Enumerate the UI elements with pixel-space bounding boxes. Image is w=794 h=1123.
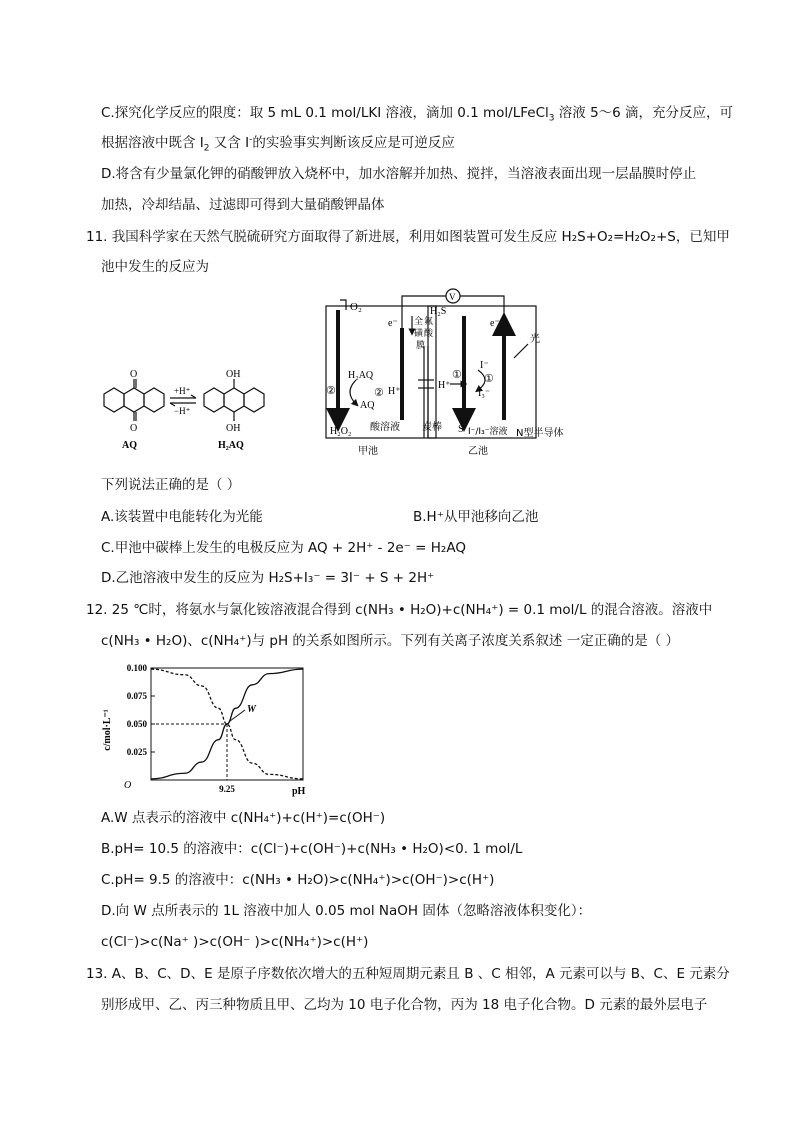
q12-option-d-line2: c(Cl⁻)>c(Na⁺ )>c(OH⁻ )>c(NH₄⁺)>c(H⁺) (101, 934, 369, 950)
acid-solution-label: 酸溶液 (370, 422, 400, 433)
o2-label: O₂ (350, 301, 362, 313)
carbon-rod-label: 炭棒 (422, 422, 442, 433)
aq-cell: AQ (360, 400, 375, 411)
circle2-a: ② (326, 385, 336, 397)
membrane-char-5: 膜 (416, 341, 426, 351)
n-semiconductor-label: N型半导体 (516, 428, 564, 439)
h2aq-oh-bottom: OH (226, 423, 241, 434)
h-plus-left: H⁺ (388, 386, 401, 397)
q13-stem-line1: 13. A、B、C、D、E 是原子序数依次增大的五种短周期元素且 B 、C 相邻，A 元素可以与 B、C、E 元素分 (86, 966, 730, 982)
aq-label: AQ (122, 440, 137, 451)
chart-x-tick-label: 9.25 (219, 784, 235, 794)
chart-y-tick-label: 0.075 (126, 691, 147, 701)
q10-option-c-line2 (101, 133, 455, 153)
jia-chi-label: 甲池 (358, 446, 378, 457)
q11-cell-diagram (318, 288, 608, 458)
h2aq-cell: H₂AQ (348, 370, 374, 381)
q10-c2a: 根据溶液中既含 I (101, 135, 204, 151)
chart-y-tick-label: 0.050 (126, 719, 147, 729)
q10-c-text: C.探究化学反应的限度：取 5 mL 0.1 mol/LKI 溶液，滴加 0.1 mol/LFeCl (101, 105, 549, 121)
q11-stem-line1: 11. 我国科学家在天然气脱硫研究方面取得了新进展，利用如图装置可发生反应 H₂S+O₂=H₂O₂+S，已知甲 (86, 229, 730, 245)
chart-y-tick-label: 0.100 (126, 663, 147, 673)
chart-y-axis-label: c/mol·L⁻¹ (102, 709, 113, 751)
membrane-char-1: 全 (414, 317, 424, 327)
i-solution-label: I⁻/I₃⁻溶液 (468, 427, 508, 437)
h2s-label: H₂S (430, 306, 447, 317)
chart-w-point-label: W (247, 704, 256, 715)
q12-option-c: C.pH= 9.5 的溶液中：c(NH₃ • H₂O)>c(NH₄⁺)>c(OH⁻)>c(H⁺) (101, 872, 495, 888)
q11-option-d: D.乙池溶液中发生的反应为 H₂S+I₃⁻ = 3I⁻ + S + 2H⁺ (101, 570, 435, 586)
chart-origin-label: O (124, 780, 132, 791)
i3-minus: I₃⁻ (478, 388, 491, 399)
q11-prompt: 下列说法正确的是（ ） (101, 477, 241, 493)
membrane-char-4: 酸 (424, 329, 434, 339)
circle1-b: ① (484, 373, 494, 385)
q10-c2b: 又含 I (209, 135, 250, 151)
h-plus-right: H⁺ (438, 380, 451, 391)
chart-x-axis-label: pH (292, 786, 306, 797)
membrane-char-3: 磺 (414, 329, 424, 339)
q10-option-c-line1 (101, 103, 733, 123)
i-minus: I⁻ (480, 360, 489, 371)
e-minus-right: e⁻ (490, 318, 500, 329)
q10-c2-sub: 2 (203, 143, 210, 154)
circle2-b: ② (374, 387, 384, 399)
q12-stem-line1: 12. 25 ℃时，将氨水与氯化铵溶液混合得到 c(NH₃ • H₂O)+c(NH₄⁺) = 0.1 mol/L 的混合溶液。溶液中 (86, 602, 713, 618)
circle1-a: ① (452, 369, 462, 381)
h2o2-label: H₂O₂ (330, 426, 352, 437)
aq-o-top: O (130, 369, 138, 380)
s-label: S (458, 424, 464, 435)
plus-h-label: +H⁺ (174, 386, 191, 396)
q10-c-sub: 3 (548, 113, 555, 124)
q11-stem-line2: 池中发生的反应为 (101, 259, 209, 275)
q10-c2c: 的实验事实判断该反应是可逆反应 (252, 135, 455, 151)
guang-label: 光 (530, 334, 540, 345)
q12-option-b: B.pH= 10.5 的溶液中：c(Cl⁻)+c(OH⁻)+c(NH₃ • H₂O)<0. 1 mol/L (101, 841, 523, 857)
chart-y-tick-label: 0.025 (126, 747, 147, 757)
q11-option-c: C.甲池中碳棒上发生的电极反应为 AQ + 2H⁺ - 2e⁻ = H₂AQ (101, 540, 466, 556)
q10-option-d-line2: 加热，冷却结晶、过滤即可得到大量硝酸钾晶体 (101, 197, 385, 213)
q10-c-end: 溶液 5～6 滴，充分反应，可 (554, 105, 734, 121)
q12-concentration-chart (96, 660, 316, 800)
q13-stem-line2: 别形成甲、乙、丙三种物质且甲、乙均为 10 电子化合物，丙为 18 电子化合物。D 元素的最外层电子 (101, 997, 708, 1013)
minus-h-label: −H⁺ (174, 406, 191, 416)
h2aq-oh-top: OH (226, 369, 241, 380)
q11-molecule-figure (92, 366, 282, 462)
aq-o-bottom: O (130, 423, 138, 434)
h2aq-label: H₂AQ (218, 440, 244, 451)
q12-option-a: A.W 点表示的溶液中 c(NH₄⁺)+c(H⁺)=c(OH⁻) (101, 810, 386, 826)
q11-option-b: B.H⁺从甲池移向乙池 (413, 509, 539, 525)
voltmeter-label: V (449, 292, 456, 302)
e-minus-left: e⁻ (388, 318, 398, 329)
q11-option-a: A.该装置中电能转化为光能 (101, 509, 263, 525)
membrane-char-2: 氟 (424, 317, 434, 327)
yi-chi-label: 乙池 (468, 446, 488, 457)
q10-c2-sup: - (249, 134, 253, 145)
q12-stem-line2: c(NH₃ • H₂O)、c(NH₄⁺)与 pH 的关系如图所示。下列有关离子浓度关系叙述 一定正确的是（ ） (101, 633, 679, 649)
q10-option-d-line1: D.将含有少量氯化钾的硝酸钾放入烧杯中，加水溶解并加热、搅拌，当溶液表面出现一层晶膜时停止 (101, 166, 697, 182)
q12-option-d-line1: D.向 W 点所表示的 1L 溶液中加人 0.05 mol NaOH 固体（忽略溶液体积变化）： (101, 903, 592, 919)
